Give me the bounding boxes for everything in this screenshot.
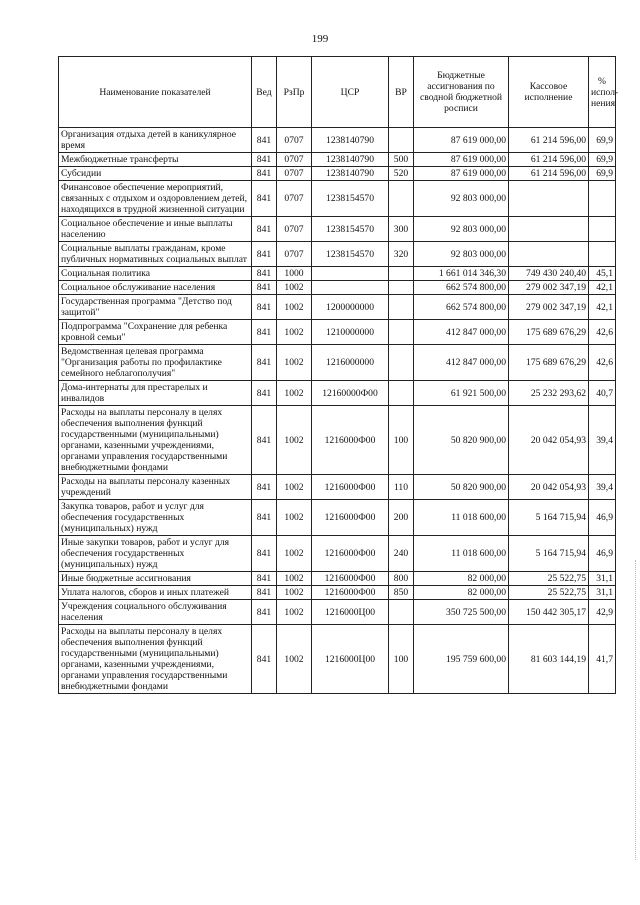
cell-vr: 320	[389, 242, 414, 267]
cell-exec: 749 430 240,40	[509, 267, 589, 281]
header-vr: ВР	[389, 57, 414, 128]
table-row	[59, 167, 616, 181]
cell-vr	[389, 381, 414, 406]
header-name: Наименование показателей	[59, 57, 252, 128]
cell-rzpr: 0707	[277, 128, 312, 153]
cell-pct: 46,9	[589, 500, 616, 536]
cell-name: Закупка товаров, работ и услуг для обеспечения государственных (муниципальных) нужд	[59, 500, 252, 536]
cell-rzpr: 0707	[277, 153, 312, 167]
header-csr: ЦСР	[312, 57, 389, 128]
cell-assign: 11 018 600,00	[414, 500, 509, 536]
cell-rzpr: 1000	[277, 267, 312, 281]
cell-csr: 1216000Ф00	[312, 475, 389, 500]
cell-rzpr: 0707	[277, 242, 312, 267]
header-ved: Вед	[252, 57, 277, 128]
cell-ved: 841	[252, 281, 277, 295]
cell-csr: 1216000Ф00	[312, 500, 389, 536]
cell-vr	[389, 345, 414, 381]
cell-rzpr: 1002	[277, 625, 312, 694]
cell-csr: 1200000000	[312, 295, 389, 320]
cell-ved: 841	[252, 381, 277, 406]
cell-ved: 841	[252, 625, 277, 694]
cell-exec: 61 214 596,00	[509, 153, 589, 167]
cell-rzpr: 1002	[277, 406, 312, 475]
cell-csr: 1238140790	[312, 167, 389, 181]
cell-csr: 1210000000	[312, 320, 389, 345]
cell-vr: 240	[389, 536, 414, 572]
cell-rzpr: 1002	[277, 475, 312, 500]
cell-rzpr: 1002	[277, 345, 312, 381]
cell-assign: 662 574 800,00	[414, 281, 509, 295]
cell-rzpr: 1002	[277, 320, 312, 345]
cell-csr: 1216000Ф00	[312, 406, 389, 475]
budget-execution-table	[58, 56, 619, 694]
table-row	[59, 295, 616, 320]
cell-vr: 110	[389, 475, 414, 500]
table-row	[59, 345, 616, 381]
cell-name: Расходы на выплаты персоналу в целях обеспечения выполнения функций государственными (муниципальными) органами, казенными учреждениями, органами управления государственными внебюджетными фондами	[59, 406, 252, 475]
table-row	[59, 381, 616, 406]
cell-name: Социальные выплаты гражданам, кроме публичных нормативных социальных выплат	[59, 242, 252, 267]
cell-pct: 69,9	[589, 128, 616, 153]
cell-csr: 1216000Ф00	[312, 536, 389, 572]
cell-csr: 1216000Ц00	[312, 600, 389, 625]
cell-csr: 1216000Ф00	[312, 572, 389, 586]
cell-csr	[312, 281, 389, 295]
cell-assign: 50 820 900,00	[414, 475, 509, 500]
cell-exec: 61 214 596,00	[509, 167, 589, 181]
cell-pct: 31,1	[589, 586, 616, 600]
cell-assign: 82 000,00	[414, 586, 509, 600]
cell-name: Учреждения социального обслуживания населения	[59, 600, 252, 625]
cell-exec: 25 232 293,62	[509, 381, 589, 406]
cell-csr: 1216000Ц00	[312, 625, 389, 694]
cell-vr	[389, 295, 414, 320]
cell-name: Социальное обеспечение и иные выплаты населению	[59, 217, 252, 242]
cell-exec: 81 603 144,19	[509, 625, 589, 694]
cell-vr: 800	[389, 572, 414, 586]
cell-assign: 82 000,00	[414, 572, 509, 586]
cell-ved: 841	[252, 536, 277, 572]
table-header-row	[59, 57, 616, 128]
cell-ved: 841	[252, 242, 277, 267]
cell-name: Иные закупки товаров, работ и услуг для обеспечения государственных (муниципальных) нужд	[59, 536, 252, 572]
cell-csr: 12160000Ф00	[312, 381, 389, 406]
table-row	[59, 320, 616, 345]
page-number: 199	[311, 33, 329, 45]
cell-ved: 841	[252, 181, 277, 217]
cell-exec	[509, 181, 589, 217]
cell-name: Расходы на выплаты персоналу в целях обеспечения выполнения функций государственными (муниципальными) органами, казенными учреждениями, органами управления государственными внебюджетными фондами	[59, 625, 252, 694]
cell-pct: 41,7	[589, 625, 616, 694]
cell-assign: 412 847 000,00	[414, 320, 509, 345]
cell-csr: 1238154570	[312, 217, 389, 242]
cell-ved: 841	[252, 500, 277, 536]
cell-vr	[389, 128, 414, 153]
cell-pct: 42,6	[589, 320, 616, 345]
cell-pct	[589, 217, 616, 242]
cell-vr	[389, 600, 414, 625]
cell-name: Социальная политика	[59, 267, 252, 281]
cell-exec	[509, 242, 589, 267]
cell-ved: 841	[252, 586, 277, 600]
cell-vr: 300	[389, 217, 414, 242]
cell-assign: 87 619 000,00	[414, 128, 509, 153]
cell-name: Социальное обслуживание населения	[59, 281, 252, 295]
cell-csr: 1238140790	[312, 128, 389, 153]
cell-rzpr: 1002	[277, 281, 312, 295]
cell-ved: 841	[252, 572, 277, 586]
cell-rzpr: 1002	[277, 295, 312, 320]
cell-exec: 175 689 676,29	[509, 345, 589, 381]
cell-rzpr: 1002	[277, 572, 312, 586]
cell-ved: 841	[252, 475, 277, 500]
cell-pct: 69,9	[589, 153, 616, 167]
cell-rzpr: 0707	[277, 217, 312, 242]
cell-name: Иные бюджетные ассигнования	[59, 572, 252, 586]
cell-csr: 1238154570	[312, 181, 389, 217]
cell-assign: 350 725 500,00	[414, 600, 509, 625]
cell-exec: 61 214 596,00	[509, 128, 589, 153]
cell-rzpr: 1002	[277, 536, 312, 572]
cell-csr: 1216000Ф00	[312, 586, 389, 600]
cell-ved: 841	[252, 295, 277, 320]
cell-name: Дома-интернаты для престарелых и инвалидов	[59, 381, 252, 406]
cell-ved: 841	[252, 406, 277, 475]
cell-assign: 11 018 600,00	[414, 536, 509, 572]
cell-vr	[389, 181, 414, 217]
table-row	[59, 128, 616, 153]
table-row	[59, 153, 616, 167]
cell-exec: 279 002 347,19	[509, 281, 589, 295]
cell-name: Расходы на выплаты персоналу казенных учреждений	[59, 475, 252, 500]
cell-csr	[312, 267, 389, 281]
cell-name: Субсидии	[59, 167, 252, 181]
cell-vr: 200	[389, 500, 414, 536]
cell-exec: 25 522,75	[509, 586, 589, 600]
cell-name: Подпрограмма "Сохранение для ребенка кровной семьи"	[59, 320, 252, 345]
table-row	[59, 500, 616, 536]
cell-assign: 1 661 014 346,30	[414, 267, 509, 281]
table-row	[59, 572, 616, 586]
cell-ved: 841	[252, 345, 277, 381]
cell-rzpr: 1002	[277, 500, 312, 536]
cell-vr: 850	[389, 586, 414, 600]
cell-exec: 25 522,75	[509, 572, 589, 586]
table-row	[59, 406, 616, 475]
cell-assign: 92 803 000,00	[414, 242, 509, 267]
cell-assign: 87 619 000,00	[414, 167, 509, 181]
cell-name: Уплата налогов, сборов и иных платежей	[59, 586, 252, 600]
cell-assign: 195 759 600,00	[414, 625, 509, 694]
cell-vr: 500	[389, 153, 414, 167]
cell-ved: 841	[252, 153, 277, 167]
cell-assign: 412 847 000,00	[414, 345, 509, 381]
table-row	[59, 217, 616, 242]
table-row	[59, 267, 616, 281]
cell-ved: 841	[252, 128, 277, 153]
cell-exec: 5 164 715,94	[509, 536, 589, 572]
cell-vr	[389, 281, 414, 295]
cell-vr: 100	[389, 406, 414, 475]
table-row	[59, 281, 616, 295]
cell-rzpr: 1002	[277, 381, 312, 406]
cell-pct: 39,4	[589, 475, 616, 500]
cell-vr	[389, 267, 414, 281]
cell-rzpr: 0707	[277, 167, 312, 181]
cell-pct: 46,9	[589, 536, 616, 572]
cell-assign: 92 803 000,00	[414, 217, 509, 242]
cell-assign: 87 619 000,00	[414, 153, 509, 167]
cell-name: Ведомственная целевая программа "Организация работы по профилактике семейного неблагополучия"	[59, 345, 252, 381]
cell-csr: 1216000000	[312, 345, 389, 381]
cell-vr: 100	[389, 625, 414, 694]
cell-pct: 40,7	[589, 381, 616, 406]
table-row	[59, 586, 616, 600]
table-row	[59, 475, 616, 500]
scan-edge-mark	[635, 560, 637, 860]
cell-exec: 279 002 347,19	[509, 295, 589, 320]
cell-rzpr: 0707	[277, 181, 312, 217]
cell-name: Межбюджетные трансферты	[59, 153, 252, 167]
cell-exec: 150 442 305,17	[509, 600, 589, 625]
cell-assign: 662 574 800,00	[414, 295, 509, 320]
cell-pct: 42,1	[589, 295, 616, 320]
cell-assign: 50 820 900,00	[414, 406, 509, 475]
cell-pct: 42,6	[589, 345, 616, 381]
cell-pct: 42,9	[589, 600, 616, 625]
cell-name: Государственная программа "Детство под защитой"	[59, 295, 252, 320]
cell-name: Финансовое обеспечение мероприятий, связанных с отдыхом и оздоровлением детей, находящихся в трудной жизненной ситуации	[59, 181, 252, 217]
cell-pct	[589, 242, 616, 267]
cell-name: Организация отдыха детей в каникулярное время	[59, 128, 252, 153]
cell-csr: 1238154570	[312, 242, 389, 267]
cell-assign: 92 803 000,00	[414, 181, 509, 217]
cell-ved: 841	[252, 267, 277, 281]
header-budget-assignments: Бюджетные ассигнования по сводной бюджетной росписи	[414, 57, 509, 128]
cell-vr	[389, 320, 414, 345]
cell-ved: 841	[252, 167, 277, 181]
cell-rzpr: 1002	[277, 586, 312, 600]
cell-vr: 520	[389, 167, 414, 181]
table-row	[59, 242, 616, 267]
table-row	[59, 181, 616, 217]
table-row	[59, 625, 616, 694]
cell-ved: 841	[252, 217, 277, 242]
cell-exec	[509, 217, 589, 242]
cell-ved: 841	[252, 320, 277, 345]
table-body	[59, 128, 616, 694]
cell-pct: 42,1	[589, 281, 616, 295]
cell-exec: 175 689 676,29	[509, 320, 589, 345]
cell-rzpr: 1002	[277, 600, 312, 625]
cell-csr: 1238140790	[312, 153, 389, 167]
cell-exec: 5 164 715,94	[509, 500, 589, 536]
cell-exec: 20 042 054,93	[509, 406, 589, 475]
header-execution-percent: % испол-нения	[589, 57, 616, 128]
cell-pct: 45,1	[589, 267, 616, 281]
cell-exec: 20 042 054,93	[509, 475, 589, 500]
cell-assign: 61 921 500,00	[414, 381, 509, 406]
cell-pct: 31,1	[589, 572, 616, 586]
cell-ved: 841	[252, 600, 277, 625]
cell-pct: 39,4	[589, 406, 616, 475]
table-row	[59, 600, 616, 625]
header-rzpr: РзПр	[277, 57, 312, 128]
cell-pct	[589, 181, 616, 217]
header-cash-execution: Кассовое исполнение	[509, 57, 589, 128]
table-row	[59, 536, 616, 572]
cell-pct: 69,9	[589, 167, 616, 181]
